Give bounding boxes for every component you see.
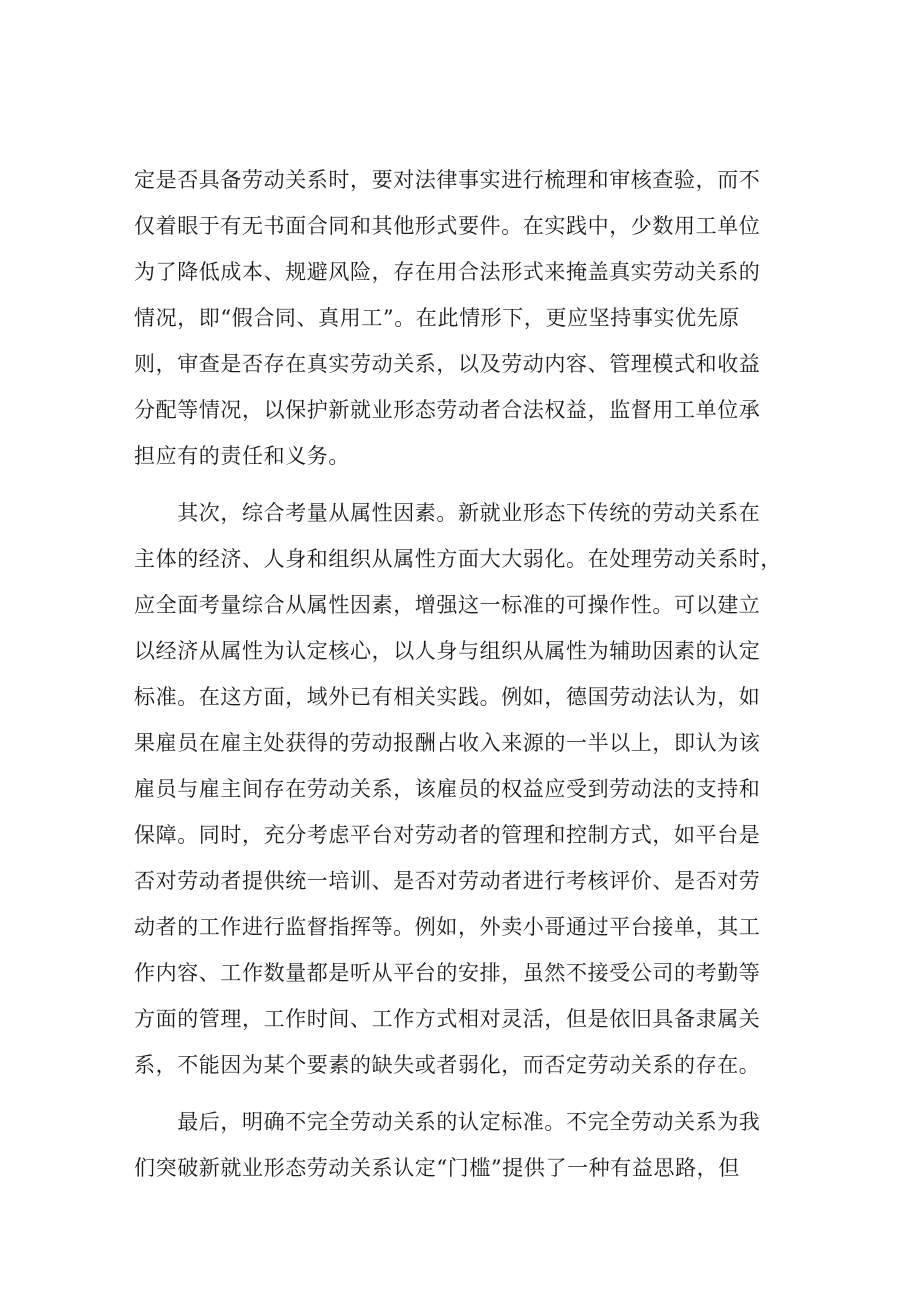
text-line: 应全面考量综合从属性因素，增强这一标准的可操作性。可以建立 xyxy=(134,593,761,617)
text-line: 为了降低成本、规避风险，存在用合法形式来掩盖真实劳动关系的 xyxy=(134,260,761,284)
text-line: 分配等情况，以保护新就业形态劳动者合法权益，监督用工单位承 xyxy=(134,398,761,422)
text-line: 最后，明确不完全劳动关系的认定标准。不完全劳动关系为我 xyxy=(134,1110,761,1134)
text-line: 仅着眼于有无书面合同和其他形式要件。在实践中，少数用工单位 xyxy=(134,214,761,238)
text-line: 雇员与雇主间存在劳动关系，该雇员的权益应受到劳动法的支持和 xyxy=(134,777,761,801)
document-body xyxy=(134,157,790,1191)
paragraph-finally xyxy=(134,1099,790,1191)
text-line: 动者的工作进行监督指挥等。例如，外卖小哥通过平台接单，其工 xyxy=(134,915,761,939)
text-line: 情况，即“假合同、真用工”。在此情形下，更应坚持事实优先原 xyxy=(134,306,740,330)
text-line: 标准。在这方面，域外已有相关实践。例如，德国劳动法认为，如 xyxy=(134,685,761,709)
text-line: 系，不能因为某个要素的缺失或者弱化，而否定劳动关系的存在。 xyxy=(134,1053,761,1077)
paragraph-continuation xyxy=(134,157,790,479)
paragraph-secondly xyxy=(134,490,790,1088)
text-line: 否对劳动者提供统一培训、是否对劳动者进行考核评价、是否对劳 xyxy=(134,869,761,893)
text-line: 以经济从属性为认定核心，以人身与组织从属性为辅助因素的认定 xyxy=(134,639,761,663)
text-line: 主体的经济、人身和组织从属性方面大大弱化。在处理劳动关系时， xyxy=(134,547,782,571)
text-line: 方面的管理，工作时间、工作方式相对灵活，但是依旧具备隶属关 xyxy=(134,1007,761,1031)
text-line: 保障。同时，充分考虑平台对劳动者的管理和控制方式，如平台是 xyxy=(134,823,761,847)
text-line: 果雇员在雇主处获得的劳动报酬占收入来源的一半以上，即认为该 xyxy=(134,731,761,755)
text-line: 作内容、工作数量都是听从平台的安排，虽然不接受公司的考勤等 xyxy=(134,961,761,985)
text-line: 则，审查是否存在真实劳动关系，以及劳动内容、管理模式和收益 xyxy=(134,352,761,376)
text-line: 其次，综合考量从属性因素。新就业形态下传统的劳动关系在 xyxy=(134,501,761,525)
text-line: 们突破新就业形态劳动关系认定“门槛”提供了一种有益思路，但 xyxy=(134,1156,740,1180)
text-line: 担应有的责任和义务。 xyxy=(134,444,350,468)
text-line: 定是否具备劳动关系时，要对法律事实进行梳理和审核查验，而不 xyxy=(134,168,761,192)
